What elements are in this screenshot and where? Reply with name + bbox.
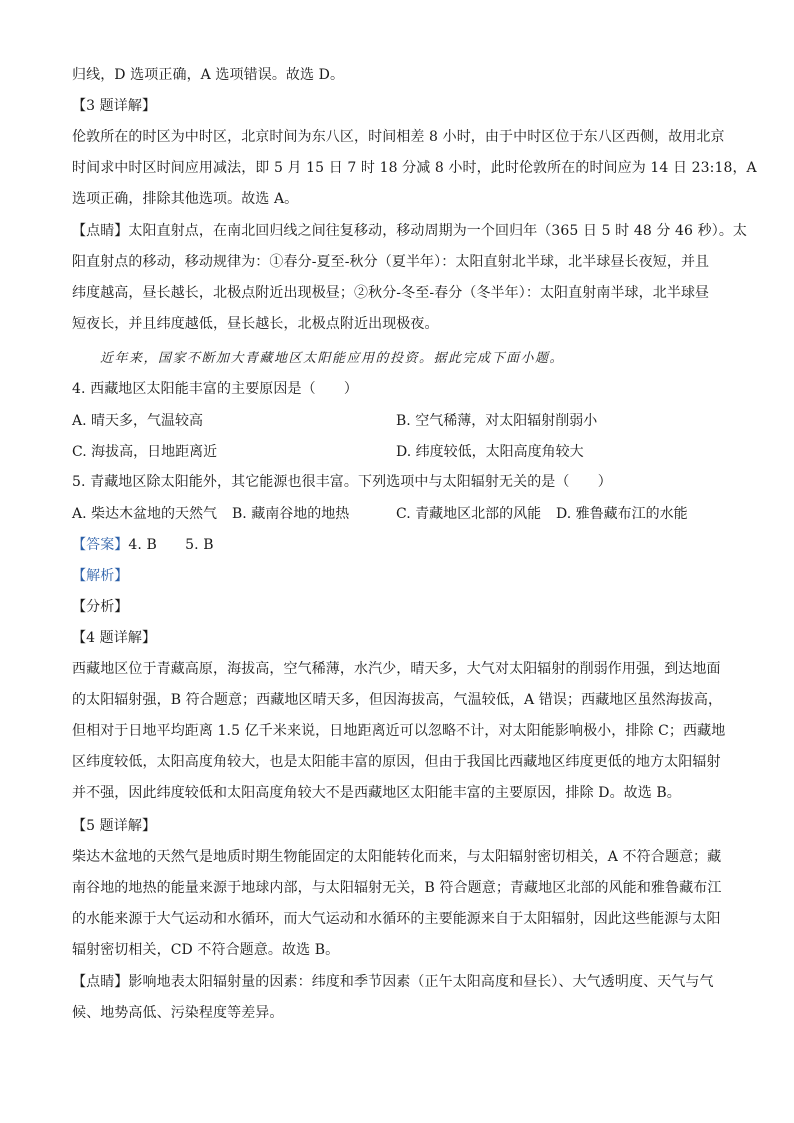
jiexi-heading xyxy=(72,561,720,592)
answer-value: 4. B 5. B xyxy=(128,537,214,553)
text-line: 归线，D 选项正确，A 选项错误。故选 D。 xyxy=(72,67,345,83)
text-line: 选项正确，排除其他选项。故选 A。 xyxy=(72,191,299,207)
dianjing-note-1 xyxy=(72,216,748,340)
text-line: 时间求中时区时间应用减法，即 5 月 15 日 7 时 18 分减 8 小时，此时伦敦所在的时间应为 14 日 23:18，A xyxy=(72,160,757,176)
note-text: 太阳直射点，在南北回归线之间往复移动，移动周期为一个回归年（365 日 5 时 48 分 46 秒）。太 xyxy=(128,223,748,239)
q4-option-c: C. 海拔高，日地距离近 xyxy=(72,444,218,460)
text-line: 候、地势高低、污染程度等差异。 xyxy=(72,1005,284,1021)
section-heading: 【5 题详解】 xyxy=(72,818,157,834)
text-line: 阳直射点的移动，移动规律为：①春分-夏至-秋分（夏半年）：太阳直射北半球，北半球昼长夜短，并且 xyxy=(72,254,710,270)
text-line xyxy=(72,967,720,998)
q3-detail-body xyxy=(72,122,757,215)
q5-option-a: A. 柴达木盆地的天然气 xyxy=(72,506,218,522)
q4-option-a: A. 晴天多，气温较高 xyxy=(72,413,204,429)
question-4-stem xyxy=(72,374,720,405)
q5-options-row xyxy=(72,500,732,528)
q5-detail-body xyxy=(72,842,720,966)
text-line: 纬度越高，昼长越长，北极点附近出现极昼；②秋分-冬至-春分（冬半年）：太阳直射南半球，北半球昼 xyxy=(72,285,710,301)
answer-label: 【答案】 xyxy=(72,537,129,553)
text-line xyxy=(72,216,748,247)
q3-detail-heading xyxy=(72,91,720,122)
section-heading: 【解析】 xyxy=(72,568,129,584)
text-line xyxy=(72,530,720,561)
q4-options-row-2 xyxy=(72,438,732,466)
continuation-paragraph xyxy=(72,60,720,91)
dianjing-note-2 xyxy=(72,967,720,1029)
section-heading: 【4 题详解】 xyxy=(72,630,157,646)
text-line: 但相对于日地平均距离 1.5 亿千米来说，日地距离近可以忽略不计，对太阳能影响极小，排除 C；西藏地 xyxy=(72,723,726,739)
answer-line xyxy=(72,530,720,561)
note-label: 【点睛】 xyxy=(72,223,129,239)
note-label: 【点睛】 xyxy=(72,974,129,990)
text-line: 区纬度较低，太阳高度角较大，也是太阳能丰富的原因，但由于我国比西藏地区纬度更低的地方太阳辐射 xyxy=(72,754,721,770)
fenxi-heading xyxy=(72,592,720,623)
note-text: 影响地表太阳辐射量的因素：纬度和季节因素（正午太阳高度和昼长）、大气透明度、天气与气 xyxy=(128,974,714,990)
question-5-stem xyxy=(72,467,720,498)
question-intro: 近年来，国家不断加大青藏地区太阳能应用的投资。据此完成下面小题。 xyxy=(100,351,565,366)
q4-option-b: B. 空气稀薄，对太阳辐射削弱小 xyxy=(396,413,598,429)
section-heading: 【3 题详解】 xyxy=(72,98,157,114)
q4-option-d: D. 纬度较低，太阳高度角较大 xyxy=(396,444,584,460)
text-line: 南谷地的地热的能量来源于地球内部，与太阳辐射无关，B 符合题意；青藏地区北部的风能和雅鲁藏布江 xyxy=(72,880,722,896)
question-stem: 4. 西藏地区太阳能丰富的主要原因是（ ） xyxy=(72,381,359,397)
question-stem: 5. 青藏地区除太阳能外，其它能源也很丰富。下列选项中与太阳辐射无关的是（ ） xyxy=(72,474,612,490)
q4-detail-heading xyxy=(72,623,720,654)
section-heading: 【分析】 xyxy=(72,599,129,615)
q4-options-row-1 xyxy=(72,407,732,435)
q5-detail-heading xyxy=(72,811,720,842)
q5-option-c: C. 青藏地区北部的风能 xyxy=(396,506,542,522)
text-line: 西藏地区位于青藏高原，海拔高，空气稀薄，水汽少，晴天多，大气对太阳辐射的削弱作用强，到达地面 xyxy=(72,661,721,677)
text-line: 短夜长，并且纬度越低，昼长越长，北极点附近出现极夜。 xyxy=(72,316,439,332)
text-line: 的水能来源于大气运动和水循环，而大气运动和水循环的主要能源来自于太阳辐射，因此这些能源与太阳 xyxy=(72,911,721,927)
q5-option-d: D. 雅鲁藏布江的水能 xyxy=(556,506,688,522)
text-line: 辐射密切相关，CD 不符合题意。故选 B。 xyxy=(72,942,340,958)
q5-option-b: B. 藏南谷地的地热 xyxy=(232,506,350,522)
q4-detail-body xyxy=(72,654,726,809)
text-line: 柴达木盆地的天然气是地质时期生物能固定的太阳能转化而来，与太阳辐射密切相关，A 不符合题意；藏 xyxy=(72,849,722,865)
text-line: 并不强，因此纬度较低和太阳高度角较大不是西藏地区太阳能丰富的主要原因，排除 D。故选 B。 xyxy=(72,785,681,801)
text-line: 的太阳辐射强，B 符合题意；西藏地区晴天多，但因海拔高，气温较低，A 错误；西藏地区虽然海拔高， xyxy=(72,692,723,708)
text-line: 伦敦所在的时区为中时区，北京时间为东八区，时间相差 8 小时，由于中时区位于东八区西侧，故用北京 xyxy=(72,129,725,145)
